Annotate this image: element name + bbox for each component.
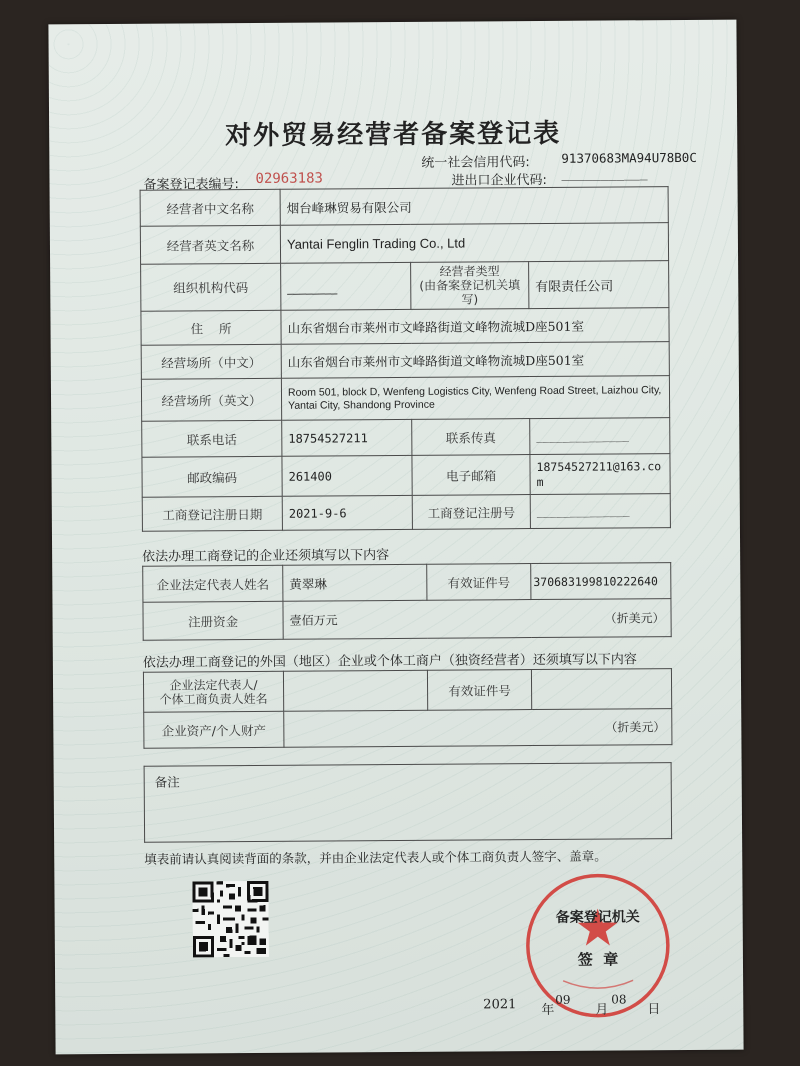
residence-value: 山东省烟台市莱州市文峰路街道文峰物流城D座501室 (281, 308, 669, 345)
date-day: 08 (611, 992, 627, 1007)
legal-rep-label: 企业法定代表人姓名 (143, 565, 283, 602)
operator-type-label (411, 262, 529, 310)
phone-value: 18754527211 (282, 419, 412, 456)
fax-label: 联系传真 (412, 419, 530, 456)
credit-code-value: 91370683MA94U78B0C (561, 149, 697, 166)
postal-code-label: 邮政编码 (142, 456, 282, 497)
assets-unit: （折美元） (605, 720, 666, 735)
org-code-value: ________ (281, 262, 411, 310)
reg-no-value: ______________ (530, 494, 670, 529)
registration-form-paper (48, 20, 743, 1055)
reg-form-no-label: 备案登记表编号: (143, 177, 239, 193)
rep-label (143, 671, 283, 712)
operator-type-value: 有限责任公司 (529, 261, 669, 309)
assets-cell (284, 709, 672, 748)
assets-label: 企业资产/个人财产 (144, 711, 284, 748)
operator-type-label-2: (由备案登记机关填写) (419, 278, 521, 307)
residence-label: 住 所 (141, 310, 281, 345)
capital-unit: （折美元） (604, 611, 665, 626)
email-value: 18754527211@163.com (530, 454, 670, 495)
seal-authority-text: 备案登记机关 (555, 909, 640, 926)
place-en-value: Room 501, block D, Wenfeng Logistics City, Wenfeng Road Street, Laizhou City, Yantai City, Shandong Province (281, 376, 669, 421)
rep-id-label: 有效证件号 (427, 670, 531, 711)
cn-name-value: 烟台峰琳贸易有限公司 (280, 187, 668, 226)
operator-info-table (140, 186, 671, 532)
en-name-label: 经营者英文名称 (140, 225, 280, 264)
footer-note: 填表前请认真阅读背面的条款，并由企业法定代表人或个体工商负责人签字、盖章。 (144, 848, 607, 867)
place-cn-value: 山东省烟台市莱州市文峰路街道文峰物流城D座501室 (281, 342, 669, 379)
en-name-value: Yantai Fenglin Trading Co., Ltd (280, 223, 668, 264)
legal-rep-value: 黄翠琳 (283, 564, 427, 601)
reg-date-value: 2021-9-6 (282, 495, 412, 530)
phone-label: 联系电话 (142, 420, 282, 457)
org-code-label: 组织机构代码 (141, 263, 281, 311)
form-title: 对外贸易经营者备案登记表 (225, 118, 562, 152)
id-value: 370683199810222640 (531, 563, 671, 600)
reg-date-label: 工商登记注册日期 (142, 496, 282, 531)
date-year-char: 年 (541, 1002, 555, 1018)
capital-label: 注册资金 (143, 601, 283, 640)
qr-code-icon (192, 881, 269, 958)
foreign-individual-table (143, 668, 673, 749)
section-2-heading: 依法办理工商登记的外国（地区）企业或个体工商户（独资经营者）还须填写以下内容 (142, 652, 637, 671)
remarks-label: 备注 (144, 763, 672, 843)
rep-value (283, 670, 427, 711)
rep-label-1: 企业法定代表人/ (169, 677, 258, 693)
rep-label-2: 个体工商负责人姓名 (159, 691, 268, 707)
capital-cell (283, 599, 671, 640)
operator-type-label-1: 经营者类型 (439, 264, 500, 279)
import-export-label: 进出口企业代码: (451, 172, 547, 189)
postal-code-value: 261400 (282, 455, 412, 496)
capital-value: 壹佰万元 (289, 613, 338, 628)
enterprise-table (142, 562, 672, 641)
reg-no-label: 工商登记注册号 (412, 495, 530, 530)
fax-value: ______________ (530, 418, 670, 455)
email-label: 电子邮箱 (412, 455, 530, 496)
cn-name-label: 经营者中文名称 (140, 189, 280, 226)
date-day-char: 日 (647, 1002, 661, 1018)
place-cn-label: 经营场所（中文） (141, 344, 281, 379)
date-month: 09 (555, 992, 571, 1007)
rep-id-value (531, 669, 671, 710)
place-en-label: 经营场所（英文） (141, 378, 281, 421)
date-month-char: 月 (595, 1002, 609, 1018)
import-export-value: ___________ (561, 166, 648, 182)
id-label: 有效证件号 (427, 564, 531, 601)
reg-form-no-value: 02963183 (255, 170, 323, 187)
remarks-table (144, 762, 673, 843)
date-year: 2021 (483, 997, 517, 1013)
section-1-heading: 依法办理工商登记的企业还须填写以下内容 (142, 548, 390, 565)
seal-sign-text: 签 章 (577, 950, 619, 969)
credit-code-label: 统一社会信用代码: (421, 155, 530, 171)
